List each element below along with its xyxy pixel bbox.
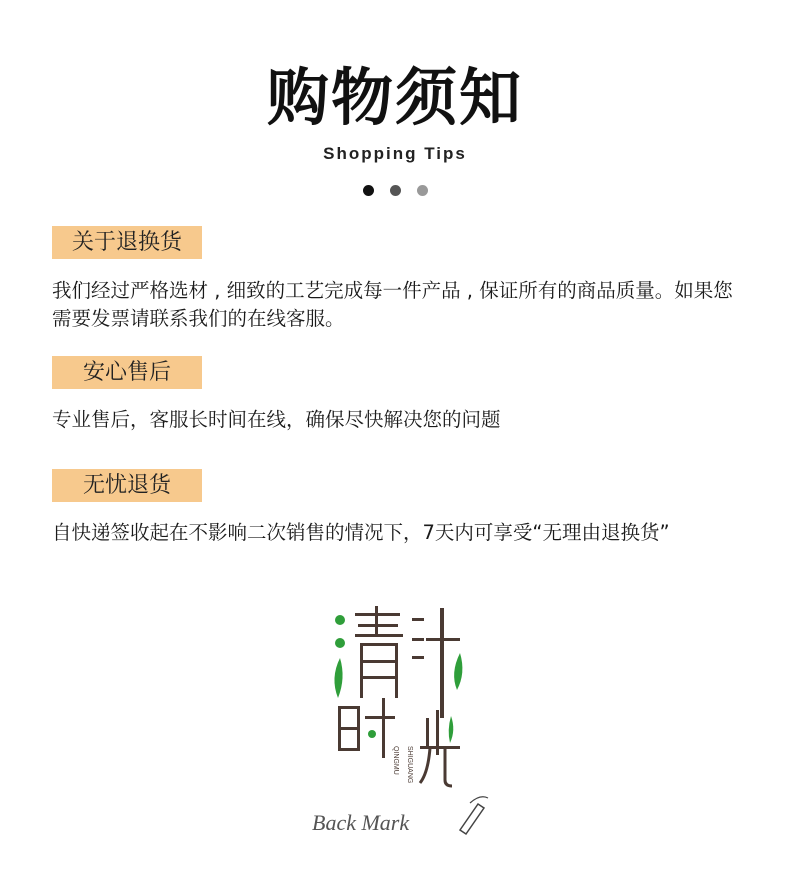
logo-char-shi	[338, 698, 395, 758]
carousel-dot-1[interactable]	[363, 185, 374, 196]
section-text-worry-free-return: 自快递签收起在不影响二次销售的情况下，7天内可享受“无理由退换货”	[52, 521, 670, 544]
carousel-dot-3[interactable]	[417, 185, 428, 196]
section-label-returns: 关于退换货	[52, 226, 202, 259]
logo-char-qing	[334, 606, 403, 698]
page-subtitle: Shopping Tips	[323, 144, 467, 163]
section-text-after-sales: 专业售后，客服长时间在线，确保尽快解决您的问题	[52, 408, 501, 431]
logo-signature: Back Mark	[312, 810, 410, 835]
brand-logo-graphic	[300, 598, 500, 848]
page-title: 购物须知	[266, 61, 523, 134]
section-label-after-sales: 安心售后	[52, 356, 202, 389]
quill-pen-icon	[460, 804, 484, 834]
logo-pinyin-right: SHIGUANG	[406, 746, 413, 784]
logo-pinyin-left: QINGMU	[392, 746, 399, 775]
brand-logo	[300, 598, 500, 848]
logo-char-guang	[420, 710, 460, 786]
carousel-dots	[0, 185, 790, 196]
carousel-dot-2[interactable]	[390, 185, 401, 196]
section-label-worry-free-return: 无忧退货	[52, 469, 202, 502]
logo-char-mu	[412, 608, 462, 718]
quill-feather-icon	[470, 797, 488, 803]
section-text-returns: 我们经过严格选材 , 细致的工艺完成每一件产品 , 保证所有的商品质量。如果您需要发票请联系我们的在线客服。	[52, 279, 733, 330]
